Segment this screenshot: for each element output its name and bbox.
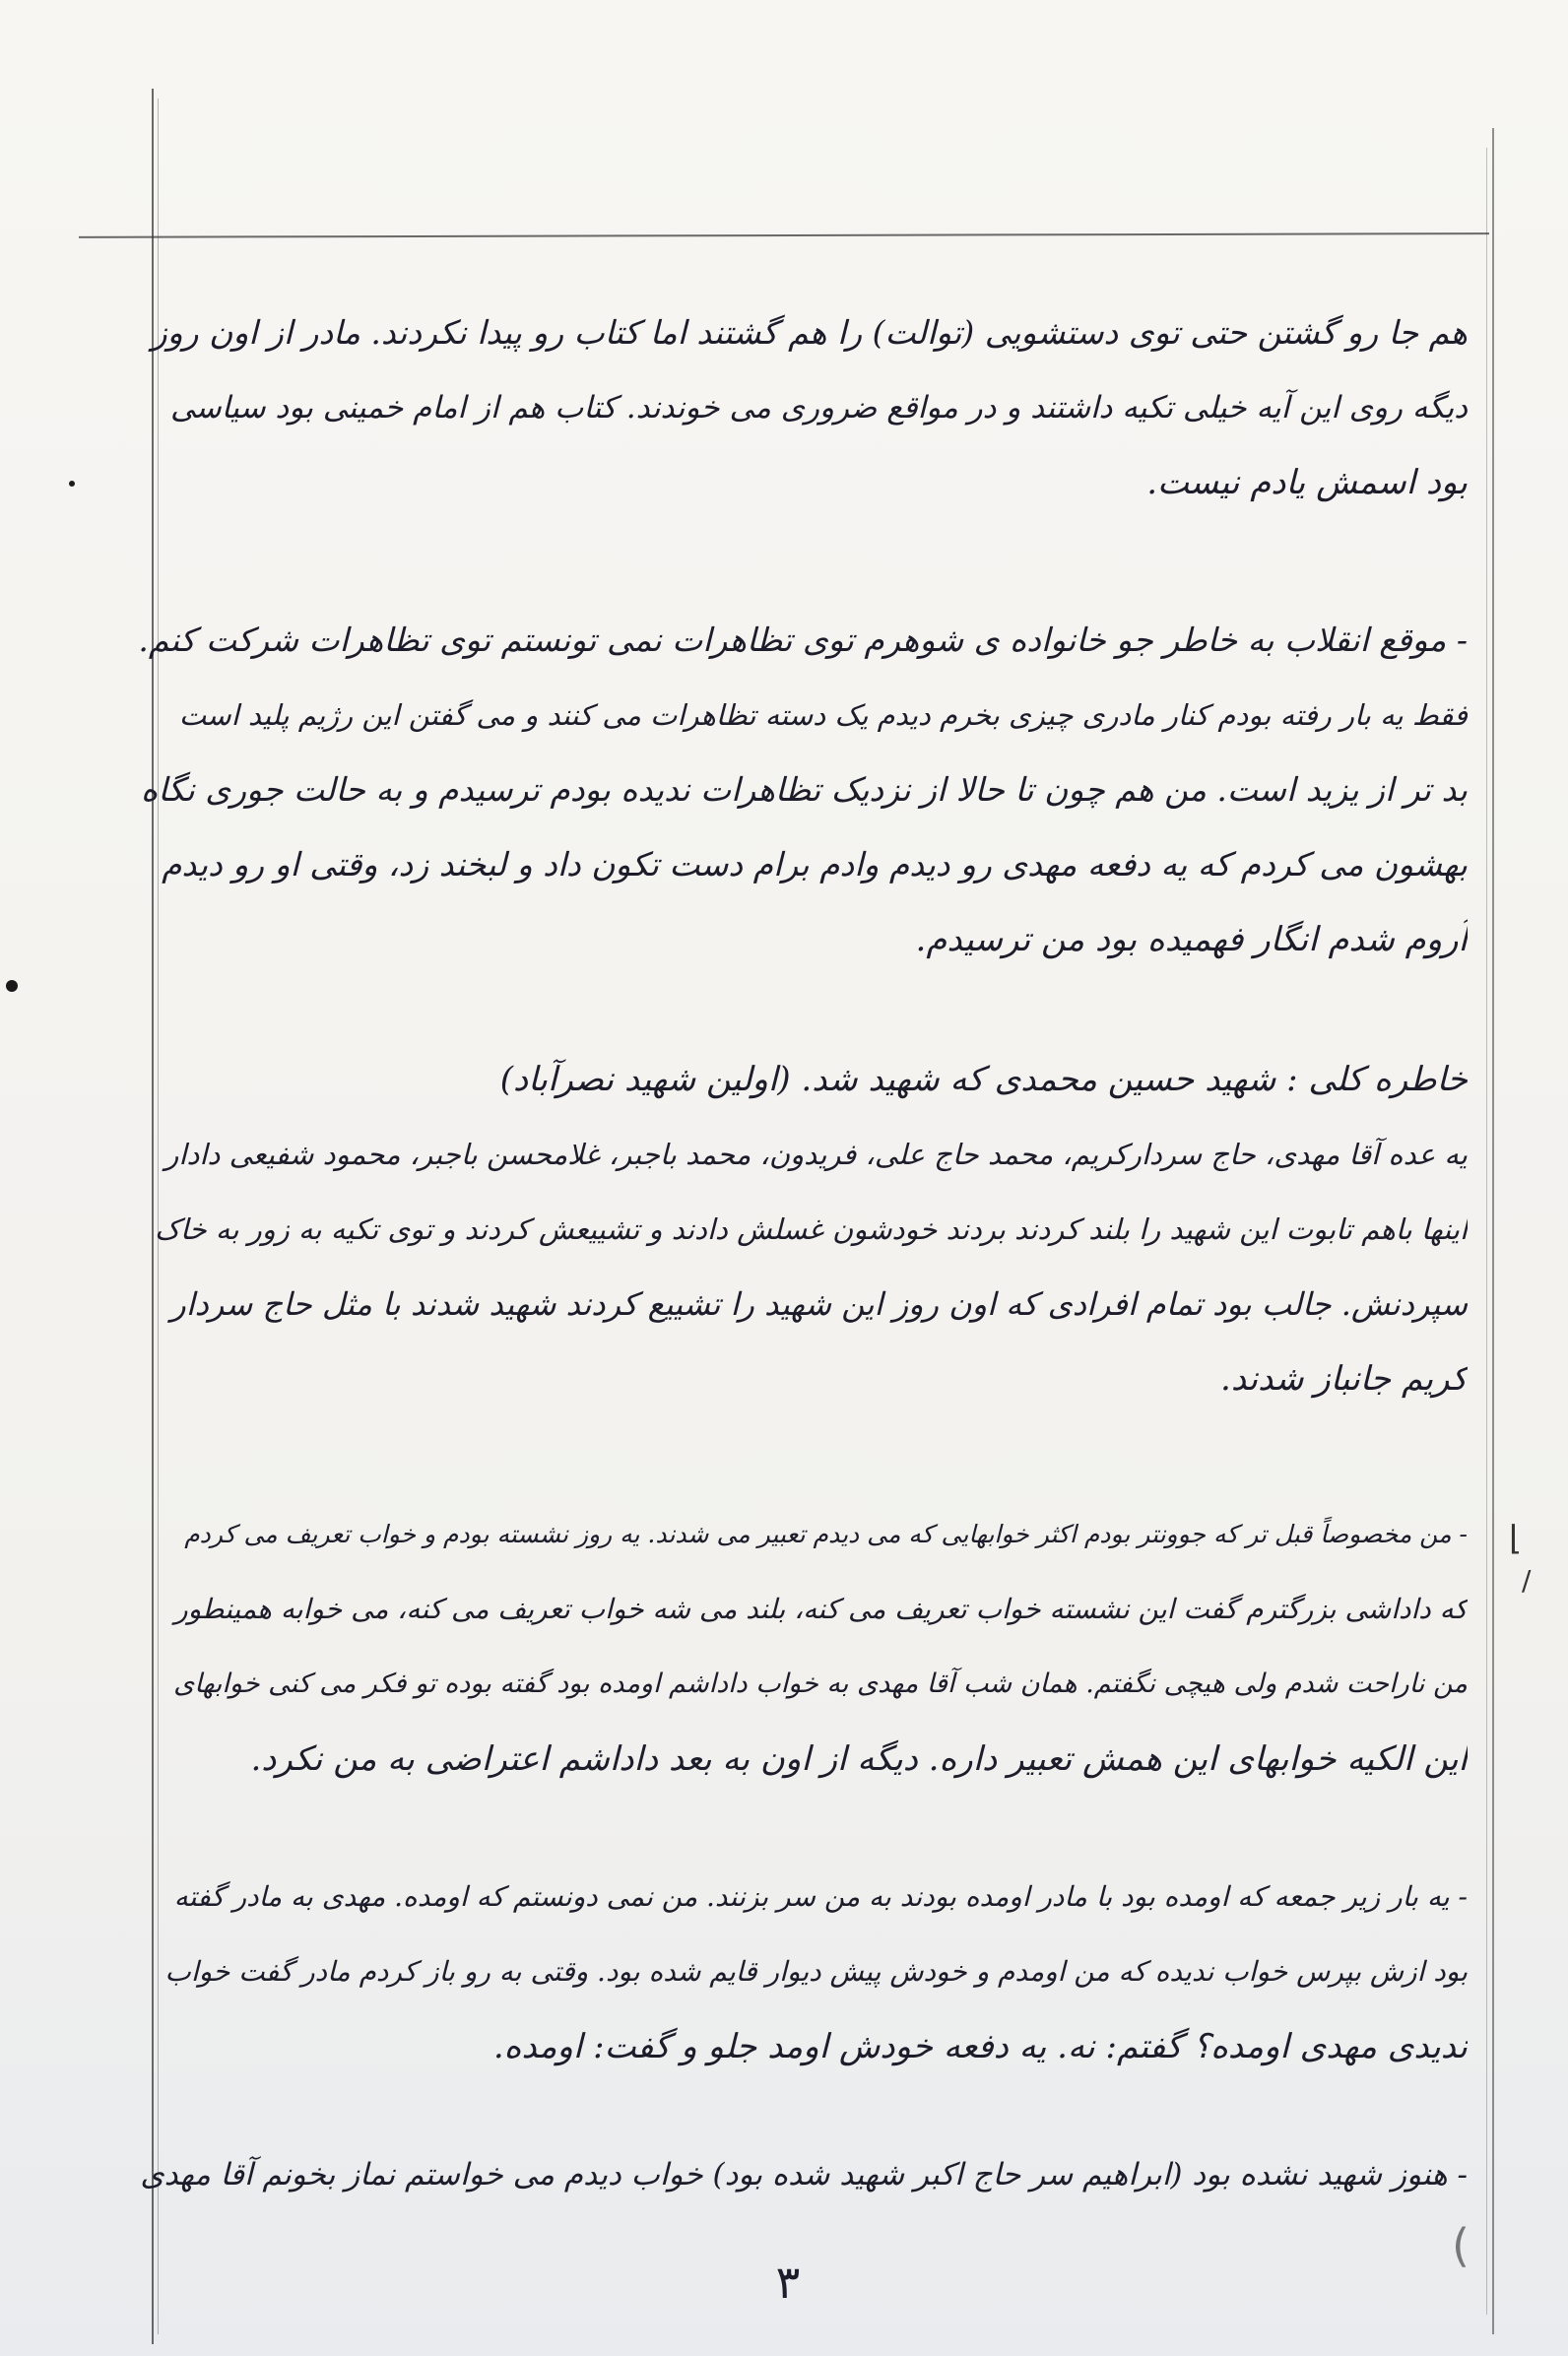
text-line: سپردنش. جالب بود تمام افرادی که اون روز این شهید را تشییع کردند شهید شدند با مثل حاج سردار — [170, 1285, 1468, 1323]
text-line: دیگه روی این آیه خیلی تکیه داشتند و در مواقع ضروری می خوندند. کتاب هم از امام خمینی بود سیاسی — [169, 390, 1468, 425]
paragraph-4 — [138, 1497, 1468, 1797]
text-line: آروم شدم انگار فهمیده بود من ترسیدم. — [915, 920, 1468, 959]
right-margin-line — [1492, 128, 1494, 2334]
text-line: که داداشی بزرگترم گفت این نشسته خواب تعریف می کنه، بلند می شه خواب تعریف می کنه، می خوابه همینطور — [174, 1593, 1468, 1625]
text-line: بود اسمش یادم نیست. — [1146, 463, 1468, 502]
text-line: - هنوز شهید نشده بود (ابراهیم سر حاج اکبر شهید شده بود) خواب دیدم می خواستم نماز بخونم آقا مهدی — [140, 2157, 1468, 2192]
text-line: کریم جانباز شدند. — [1220, 1359, 1468, 1399]
text-line: - یه بار زیر جمعه که اومده بود با مادر اومده بودند به من سر بزنند. من نمی دونستم که اومده. مهدی به مادر گفته — [173, 1880, 1468, 1913]
text-line: فقط یه بار رفته بودم کنار مادری چیزی بخرم دیدم یک دسته تظاهرات می کنند و می گفتن این رژیم پلید است — [178, 698, 1468, 732]
ink-dot — [6, 980, 18, 992]
text-line: یه عده آقا مهدی، حاج سردارکریم، محمد حاج علی، فریدون، محمد باجبر، غلامحسن باجبر، محمود شفیعی دادار — [164, 1138, 1468, 1171]
margin-bracket-mark: ⌊ — [1509, 1519, 1523, 1558]
text-line: خاطره کلی : شهید حسین محمدی که شهید شد. (اولین شهید نصرآباد) — [499, 1060, 1468, 1099]
paragraph-5 — [138, 1860, 1468, 2084]
text-line: بد تر از یزید است. من هم چون تا حالا از نزدیک تظاهرات ندیده بودم ترسیدم و به حالت جوری نگاه — [141, 770, 1468, 809]
margin-circle-mark: ( — [1452, 2219, 1470, 2272]
text-line: هم جا رو گشتن حتی توی دستشویی (توالت) را هم گشتند اما کتاب رو پیدا نکردند. مادر از اون روز — [151, 313, 1468, 352]
margin-tick-mark: / — [1522, 1564, 1532, 1597]
paragraph-2 — [138, 603, 1468, 977]
text-line: اینها باهم تابوت این شهید را بلند کردند بردند خودشون غسلش دادند و تشییعش کردند و توی تکیه به زور به خاک — [155, 1212, 1468, 1246]
paragraph-1 — [138, 295, 1468, 520]
page-number: ۳ — [775, 2256, 801, 2309]
text-line: من ناراحت شدم ولی هیچی نگفتم. همان شب آقا مهدی به خواب داداشم اومده بود گفته بوده تو فکر می کنی خوابهای — [173, 1669, 1468, 1699]
text-line: ندیدی مهدی اومده؟ گفتم: نه. یه دفعه خودش اومد جلو و گفت: اومده. — [492, 2027, 1468, 2066]
text-line: - من مخصوصاً قبل تر که جوونتر بودم اکثر خوابهایی که می دیدم تعبیر می شدند. یه روز نشسته بودم و خواب تعریف می کردم — [184, 1520, 1468, 1548]
text-line: بود ازش بپرس خواب ندیده که من اومدم و خودش پیش دیوار قایم شده بود. وقتی به رو باز کردم مادر گفت خواب — [164, 1955, 1468, 1988]
paragraph-3 — [138, 1042, 1468, 1416]
paragraph-6 — [138, 2137, 1468, 2212]
top-rule-line — [79, 232, 1489, 238]
ink-dot — [69, 481, 75, 487]
text-line: - موقع انقلاب به خاطر جو خانواده ی شوهرم توی تظاهرات نمی تونستم توی تظاهرات شرکت کنم. — [138, 621, 1468, 659]
right-margin-line-faint — [1486, 148, 1487, 2315]
text-line: این الکیه خوابهای این همش تعبیر داره. دیگه از اون به بعد داداشم اعتراضی به من نکرد. — [250, 1739, 1468, 1779]
text-line: بهشون می کردم که یه دفعه مهدی رو دیدم وادم برام دست تکون داد و لبخند زد، وقتی او رو دیدم — [162, 845, 1468, 884]
